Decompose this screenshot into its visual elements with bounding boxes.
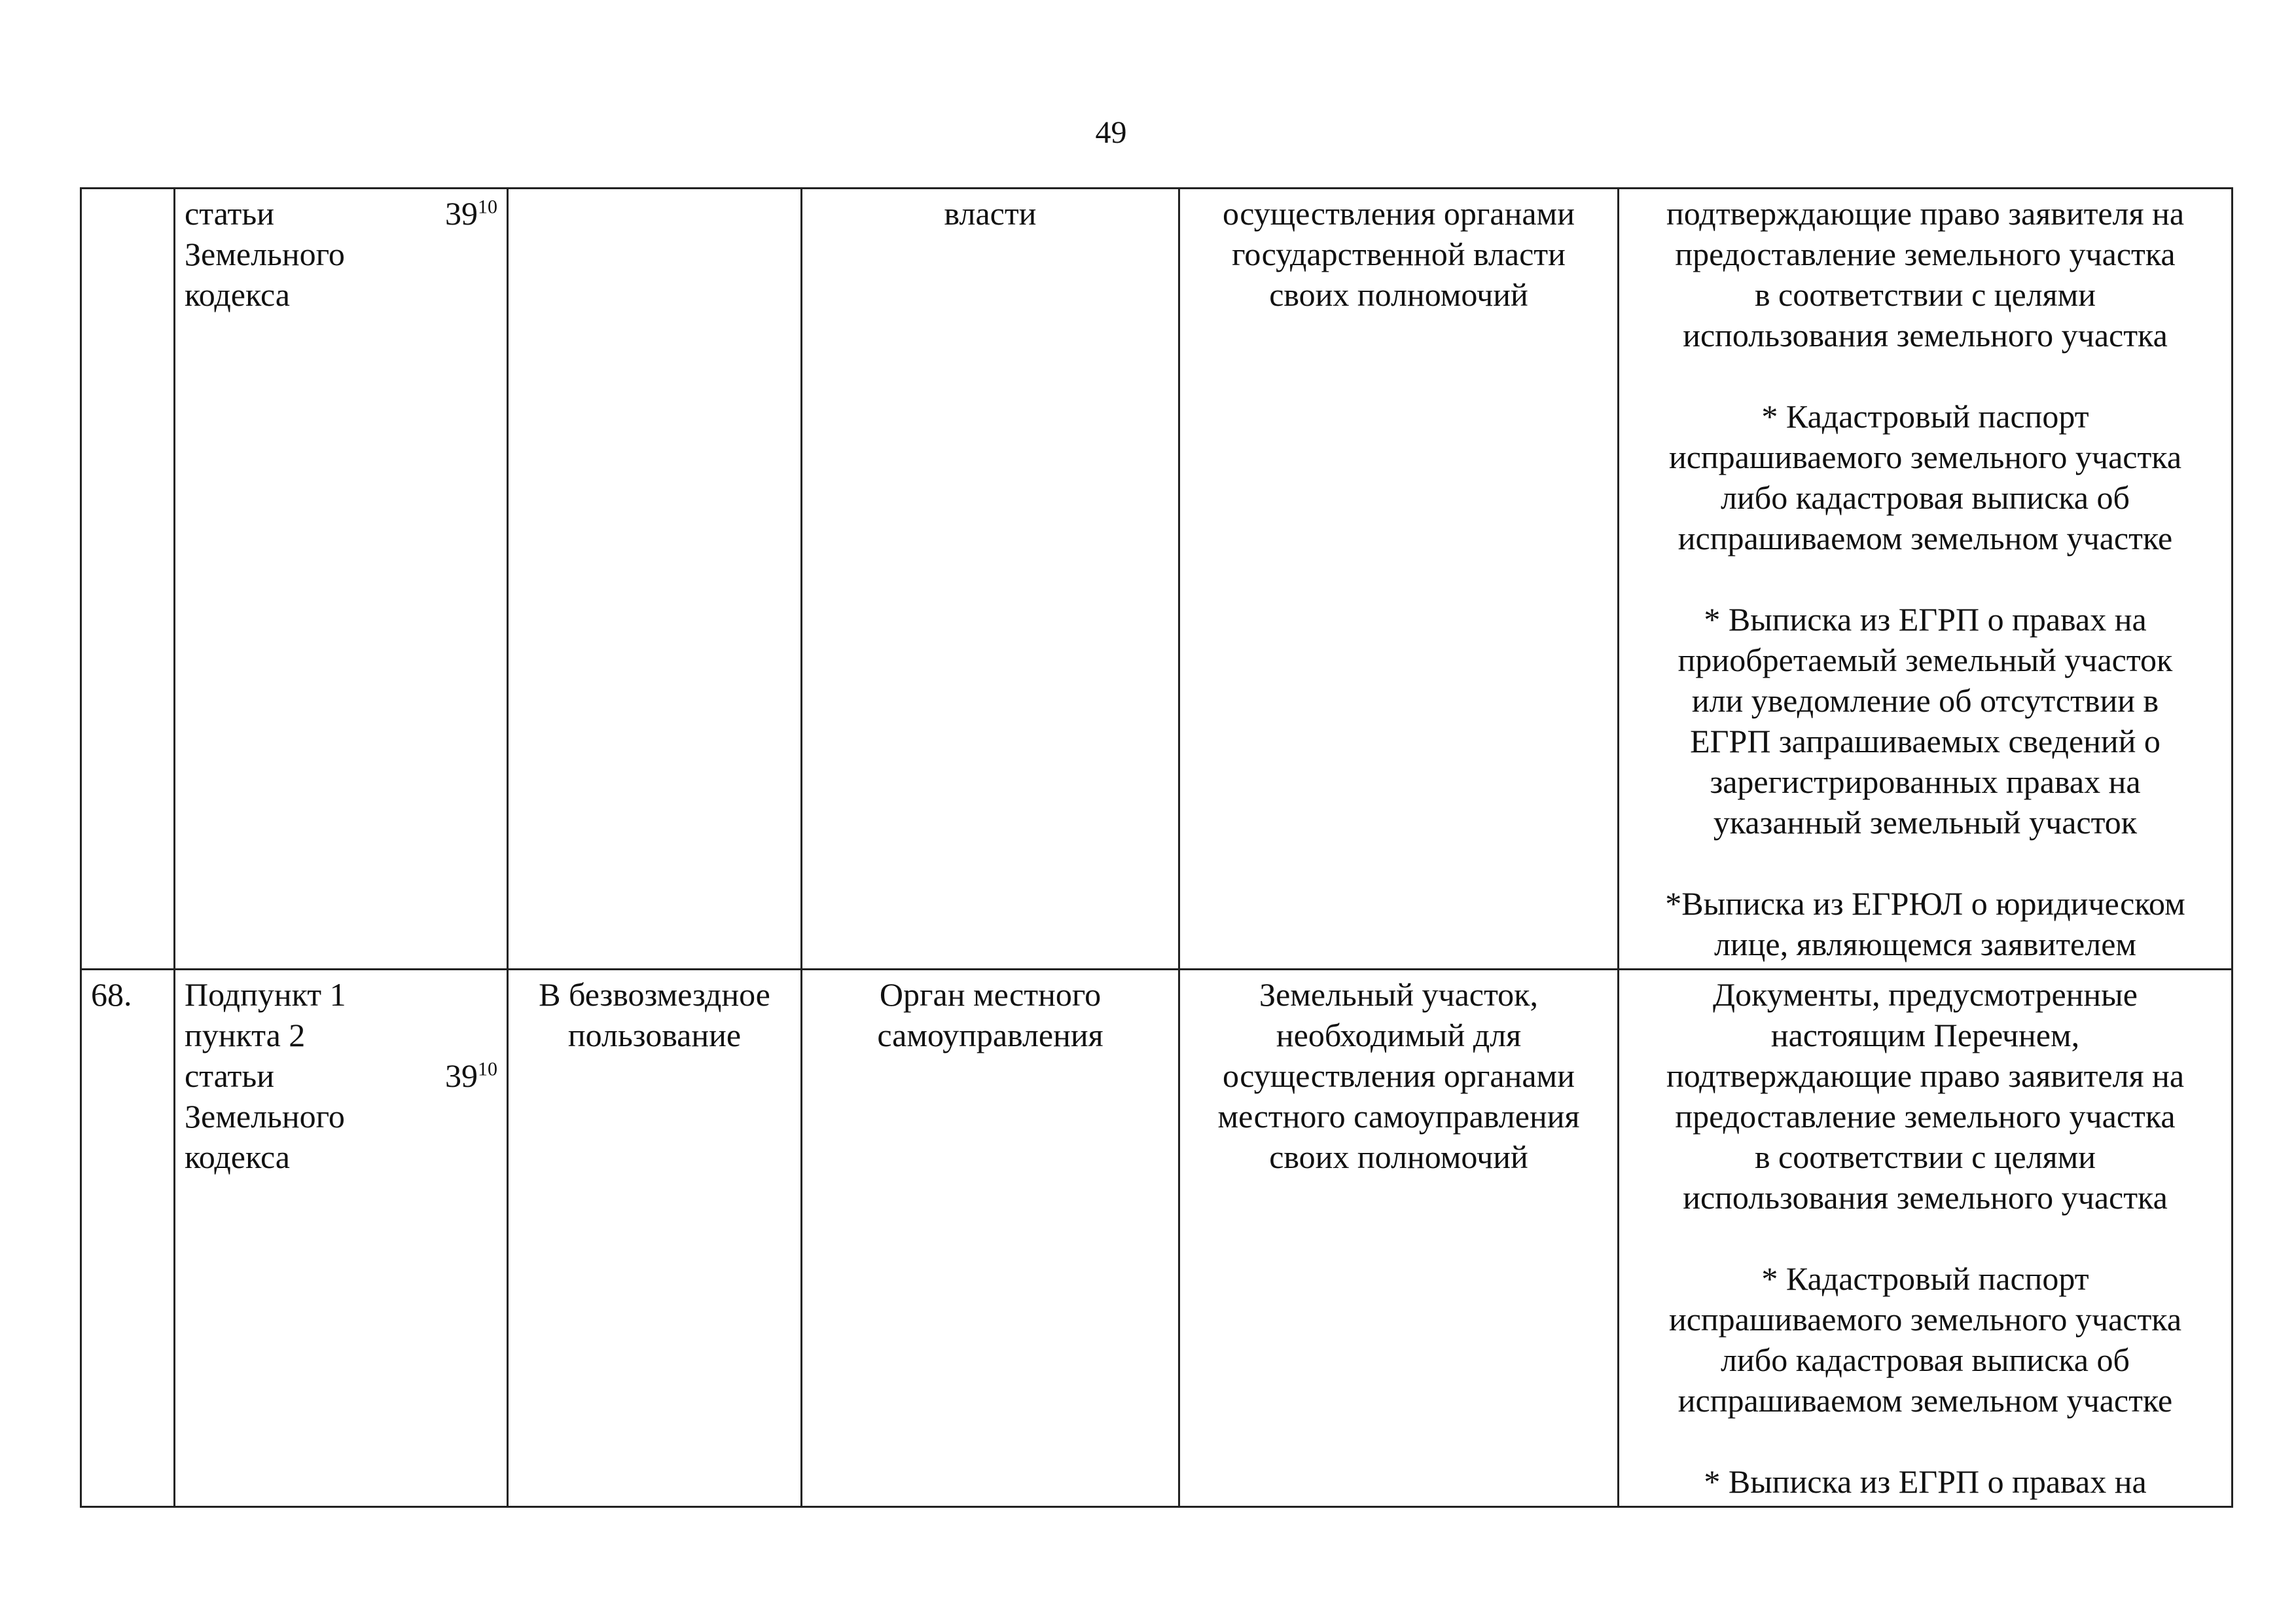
cell-number: 68. xyxy=(81,970,175,1507)
cell-authority xyxy=(802,189,1179,970)
table-row xyxy=(81,189,2233,970)
basis-line: Подпункт 1 xyxy=(185,976,346,1013)
documents-paragraph xyxy=(1628,1461,2222,1502)
cell-documents xyxy=(1619,189,2233,970)
basis-article-line xyxy=(185,193,497,234)
doc-line: использования земельного участка xyxy=(1683,1179,2168,1216)
doc-line: * Кадастровый паспорт xyxy=(1761,1260,2089,1297)
documents-paragraph xyxy=(1628,599,2222,843)
cell-legal-basis xyxy=(175,970,508,1507)
doc-line: * Выписка из ЕГРП о правах на xyxy=(1704,1463,2147,1500)
doc-line: испрашиваемого земельного участка xyxy=(1668,1301,2182,1338)
documents-paragraph xyxy=(1628,193,2222,356)
authority-line: самоуправления xyxy=(877,1017,1103,1053)
cell-authority xyxy=(802,970,1179,1507)
doc-line: * Кадастровый паспорт xyxy=(1761,398,2089,435)
doc-line: * Выписка из ЕГРП о правах на xyxy=(1704,601,2147,638)
basis-article-word: статьи xyxy=(185,1057,274,1094)
type-line: В безвозмездное xyxy=(539,976,770,1013)
doc-line: подтверждающие право заявителя на xyxy=(1666,195,2185,232)
doc-line: использования земельного участка xyxy=(1683,317,2168,354)
documents-paragraph xyxy=(1628,396,2222,558)
cell-provision-type xyxy=(508,189,802,970)
doc-line: настоящим Перечнем, xyxy=(1770,1017,2080,1053)
basis-line: пункта 2 xyxy=(185,1017,306,1053)
land-line: своих полномочий xyxy=(1269,276,1528,313)
doc-line: испрашиваемом земельном участке xyxy=(1677,520,2173,556)
land-line: Земельный участок, xyxy=(1259,976,1538,1013)
doc-line: в соответствии с целями xyxy=(1754,276,2096,313)
land-line: местного самоуправления xyxy=(1217,1098,1580,1135)
authority-line: власти xyxy=(944,195,1037,232)
doc-line: или уведомление об отсутствии в xyxy=(1691,682,2159,719)
document-table xyxy=(80,187,2233,1508)
doc-line: приобретаемый земельный участок xyxy=(1677,642,2173,678)
cell-land-plot xyxy=(1179,970,1619,1507)
basis-line: кодекса xyxy=(185,276,290,313)
doc-line: испрашиваемом земельном участке xyxy=(1677,1382,2173,1419)
land-line: осуществления органами xyxy=(1223,1057,1575,1094)
cell-provision-type xyxy=(508,970,802,1507)
basis-article-number: $39^{10}$ xyxy=(445,1057,497,1094)
cell-land-plot xyxy=(1179,189,1619,970)
page-number: 49 xyxy=(1095,115,1127,150)
doc-line: лице, являющемся заявителем xyxy=(1713,926,2137,962)
doc-line: в соответствии с целями xyxy=(1754,1139,2096,1175)
table-row xyxy=(81,970,2233,1507)
basis-line: кодекса xyxy=(185,1139,290,1175)
doc-line: подтверждающие право заявителя на xyxy=(1666,1057,2185,1094)
basis-article-line xyxy=(185,1055,497,1096)
basis-article-number: $39^{10}$ xyxy=(445,195,497,232)
doc-line: зарегистрированных правах на xyxy=(1710,763,2141,800)
doc-line: предоставление земельного участка xyxy=(1675,1098,2176,1135)
cell-number xyxy=(81,189,175,970)
doc-line: указанный земельный участок xyxy=(1713,804,2138,841)
type-line: пользование xyxy=(567,1017,742,1053)
doc-line: Документы, предусмотренные xyxy=(1713,976,2138,1013)
doc-line: предоставление земельного участка xyxy=(1675,236,2176,272)
authority-line: Орган местного xyxy=(879,976,1102,1013)
cell-documents xyxy=(1619,970,2233,1507)
documents-paragraph xyxy=(1628,1258,2222,1421)
cell-legal-basis xyxy=(175,189,508,970)
documents-paragraph xyxy=(1628,974,2222,1218)
doc-line: испрашиваемого земельного участка xyxy=(1668,439,2182,475)
land-line: государственной власти xyxy=(1232,236,1566,272)
doc-line: *Выписка из ЕГРЮЛ о юридическом xyxy=(1665,885,2185,922)
basis-line: Земельного xyxy=(185,1098,345,1135)
basis-article-word: статьи xyxy=(185,195,274,232)
doc-line: либо кадастровая выписка об xyxy=(1721,1341,2130,1378)
land-line: осуществления органами xyxy=(1223,195,1575,232)
doc-line: либо кадастровая выписка об xyxy=(1721,479,2130,516)
doc-line: ЕГРП запрашиваемых сведений о xyxy=(1690,723,2161,759)
basis-line: Земельного xyxy=(185,236,345,272)
land-line: необходимый для xyxy=(1276,1017,1522,1053)
documents-paragraph xyxy=(1628,883,2222,964)
land-line: своих полномочий xyxy=(1269,1139,1528,1175)
